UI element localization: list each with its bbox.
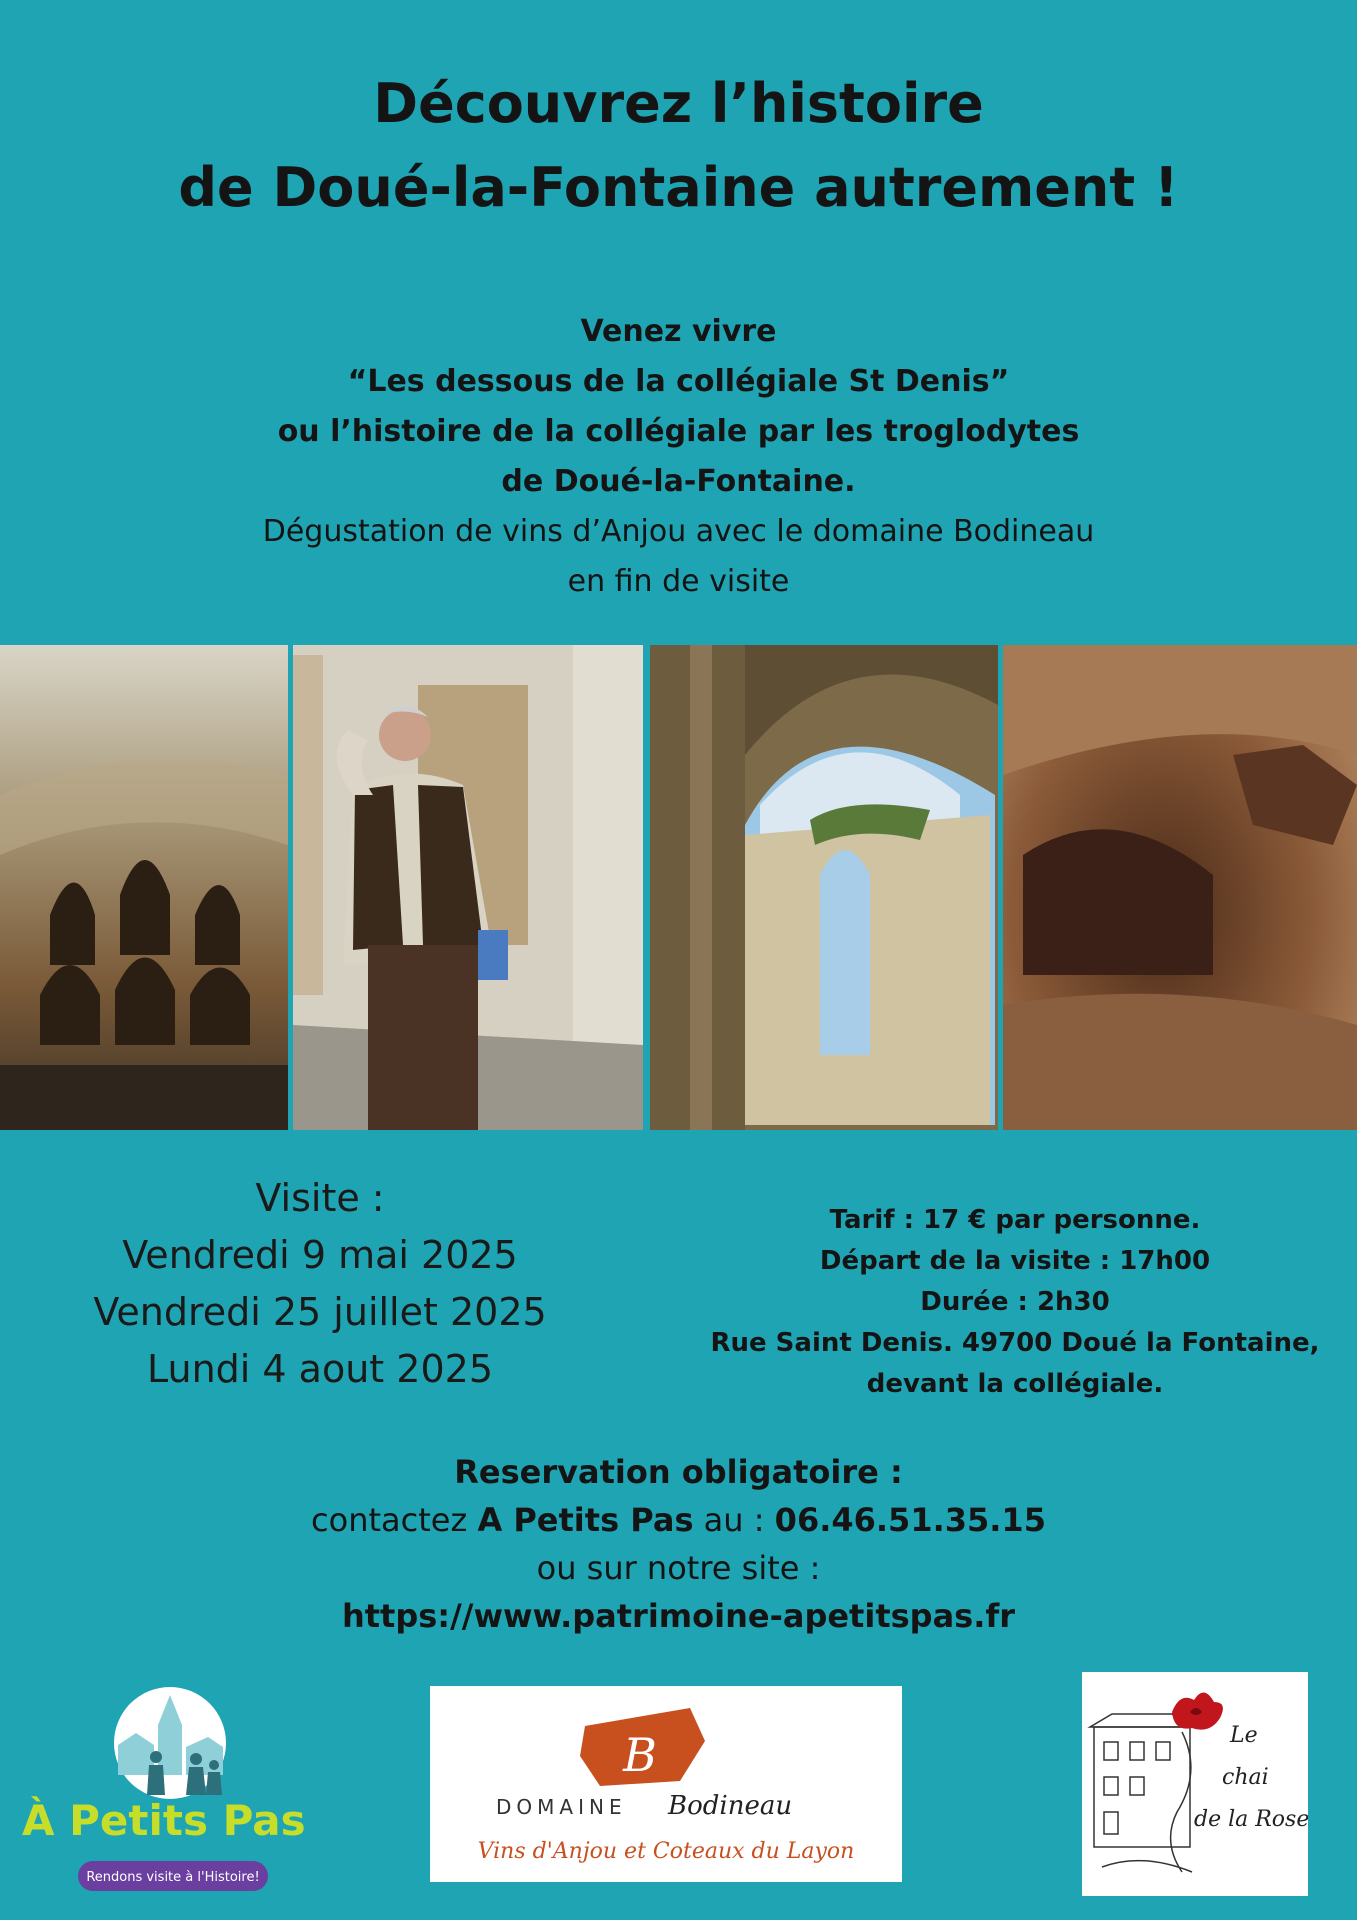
chai-line-1: Le bbox=[1230, 1723, 1258, 1748]
bodineau-domaine: DOMAINE bbox=[496, 1795, 627, 1819]
photo-gothic-arch bbox=[650, 645, 998, 1130]
website-link[interactable]: https://www.patrimoine-apetitspas.fr bbox=[341, 1597, 1016, 1635]
intro-text bbox=[0, 307, 1357, 607]
intro-line-1: Venez vivre bbox=[580, 314, 777, 349]
reservation-heading: Reservation obligatoire : bbox=[454, 1453, 903, 1491]
title-line-2: de Doué-la-Fontaine autrement ! bbox=[178, 156, 1179, 219]
org-name: A Petits Pas bbox=[477, 1501, 694, 1539]
departure-time: Départ de la visite : 17h00 bbox=[819, 1246, 1211, 1276]
photo-guide bbox=[293, 645, 643, 1130]
apetits-logo-text: À Petits Pas bbox=[22, 1796, 306, 1845]
visit-info bbox=[700, 1200, 1330, 1405]
reservation bbox=[0, 1448, 1357, 1640]
visit-heading: Visite : bbox=[255, 1176, 385, 1220]
bodineau-tagline: Vins d'Anjou et Coteaux du Layon bbox=[477, 1839, 855, 1864]
visit-dates bbox=[60, 1170, 580, 1398]
chai-line-2: chai bbox=[1222, 1765, 1269, 1790]
title-line-1: Découvrez l’histoire bbox=[373, 72, 984, 135]
visit-date-3: Lundi 4 aout 2025 bbox=[147, 1347, 493, 1391]
site-intro: ou sur notre site : bbox=[536, 1549, 821, 1587]
duration: Durée : 2h30 bbox=[920, 1287, 1110, 1317]
intro-line-4: de Doué-la-Fontaine. bbox=[501, 464, 856, 499]
intro-line-5: Dégustation de vins d’Anjou avec le domaine Bodineau bbox=[262, 514, 1095, 549]
address: Rue Saint Denis. 49700 Doué la Fontaine, bbox=[710, 1328, 1320, 1358]
apetits-tagline: Rendons visite à l'Histoire! bbox=[86, 1870, 260, 1885]
poster-title bbox=[0, 62, 1357, 230]
logo-chai-de-la-rose bbox=[1082, 1672, 1308, 1896]
phone-number: 06.46.51.35.15 bbox=[774, 1501, 1046, 1539]
intro-line-2: “Les dessous de la collégiale St Denis” bbox=[347, 364, 1010, 399]
logo-a-petits-pas bbox=[18, 1685, 328, 1895]
chai-line-3: de la Rose bbox=[1194, 1807, 1308, 1832]
meeting-point: devant la collégiale. bbox=[866, 1369, 1164, 1399]
price: Tarif : 17 € par personne. bbox=[829, 1205, 1201, 1235]
photo-cave-interior bbox=[1003, 645, 1357, 1130]
logo-domaine-bodineau bbox=[430, 1686, 902, 1882]
photo-cave-niches bbox=[0, 645, 288, 1130]
intro-line-6: en fin de visite bbox=[567, 564, 790, 599]
visit-date-2: Vendredi 25 juillet 2025 bbox=[93, 1290, 547, 1334]
reservation-contact: contactez A Petits Pas au : 06.46.51.35.15 bbox=[311, 1501, 1046, 1539]
svg-text:B: B bbox=[623, 1728, 657, 1782]
photo-strip bbox=[0, 645, 1357, 1130]
bodineau-name: Bodineau bbox=[668, 1791, 793, 1821]
visit-date-1: Vendredi 9 mai 2025 bbox=[122, 1233, 518, 1277]
intro-line-3: ou l’histoire de la collégiale par les troglodytes bbox=[277, 414, 1080, 449]
